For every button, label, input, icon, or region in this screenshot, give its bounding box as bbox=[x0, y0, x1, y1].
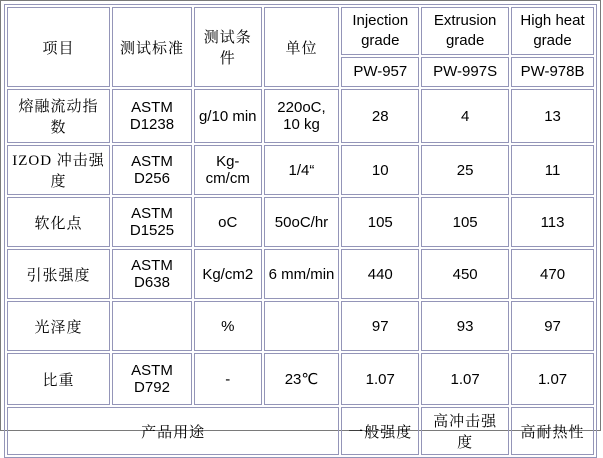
grade-header-injection: Injection grade bbox=[341, 7, 419, 55]
cell-value: 28 bbox=[341, 89, 419, 143]
cell-value: 93 bbox=[421, 301, 509, 351]
cell-value: 97 bbox=[511, 301, 594, 351]
grade-code-pw957: PW-957 bbox=[341, 57, 419, 87]
cell-value: 11 bbox=[511, 145, 594, 195]
cell-unit bbox=[264, 301, 340, 351]
cell-item: 光泽度 bbox=[7, 301, 110, 351]
cell-unit: 23℃ bbox=[264, 353, 340, 405]
cell-condition: % bbox=[194, 301, 262, 351]
cell-condition: - bbox=[194, 353, 262, 405]
footer-label: 产品用途 bbox=[7, 407, 339, 455]
cell-condition: oC bbox=[194, 197, 262, 247]
cell-item: 引张强度 bbox=[7, 249, 110, 299]
cell-value: 105 bbox=[421, 197, 509, 247]
table-row bbox=[7, 301, 594, 351]
header-row bbox=[7, 7, 594, 55]
cell-item: 软化点 bbox=[7, 197, 110, 247]
grade-header-extrusion: Extrusion grade bbox=[421, 7, 509, 55]
column-header-standard: 测试标准 bbox=[112, 7, 192, 87]
cell-item: 熔融流动指数 bbox=[7, 89, 110, 143]
cell-standard: ASTM D792 bbox=[112, 353, 192, 405]
cell-value: 25 bbox=[421, 145, 509, 195]
cell-standard bbox=[112, 301, 192, 351]
table-row bbox=[7, 197, 594, 247]
cell-unit: 6 mm/min bbox=[264, 249, 340, 299]
footer-row bbox=[7, 407, 594, 455]
cell-item: IZOD 冲击强度 bbox=[7, 145, 110, 195]
cell-unit: 1/4“ bbox=[264, 145, 340, 195]
cell-item: 比重 bbox=[7, 353, 110, 405]
cell-value: 10 bbox=[341, 145, 419, 195]
cell-value: 470 bbox=[511, 249, 594, 299]
cell-value: 450 bbox=[421, 249, 509, 299]
cell-standard: ASTM D638 bbox=[112, 249, 192, 299]
cell-condition: Kg/cm2 bbox=[194, 249, 262, 299]
cell-standard: ASTM D1238 bbox=[112, 89, 192, 143]
grade-code-pw978b: PW-978B bbox=[511, 57, 594, 87]
column-header-unit: 单位 bbox=[264, 7, 340, 87]
grade-code-pw997s: PW-997S bbox=[421, 57, 509, 87]
cell-value: 1.07 bbox=[421, 353, 509, 405]
product-spec-table bbox=[4, 4, 597, 458]
table-row bbox=[7, 353, 594, 405]
cell-unit: 220oC, 10 kg bbox=[264, 89, 340, 143]
cell-standard: ASTM D256 bbox=[112, 145, 192, 195]
cell-condition: g/10 min bbox=[194, 89, 262, 143]
table-row bbox=[7, 89, 594, 143]
cell-value: 440 bbox=[341, 249, 419, 299]
cell-condition: Kg-cm/cm bbox=[194, 145, 262, 195]
cell-value: 97 bbox=[341, 301, 419, 351]
table-row bbox=[7, 145, 594, 195]
cell-unit: 50oC/hr bbox=[264, 197, 340, 247]
cell-value: 105 bbox=[341, 197, 419, 247]
footer-use-high-impact: 高冲击强度 bbox=[421, 407, 509, 455]
cell-value: 13 bbox=[511, 89, 594, 143]
cell-value: 4 bbox=[421, 89, 509, 143]
cell-value: 113 bbox=[511, 197, 594, 247]
cell-standard: ASTM D1525 bbox=[112, 197, 192, 247]
table-row bbox=[7, 249, 594, 299]
footer-use-high-heat: 高耐热性 bbox=[511, 407, 594, 455]
column-header-condition: 测试条件 bbox=[194, 7, 262, 87]
cell-value: 1.07 bbox=[341, 353, 419, 405]
cell-value: 1.07 bbox=[511, 353, 594, 405]
grade-header-highheat: High heat grade bbox=[511, 7, 594, 55]
column-header-item: 项目 bbox=[7, 7, 110, 87]
footer-use-general-strength: 一般强度 bbox=[341, 407, 419, 455]
